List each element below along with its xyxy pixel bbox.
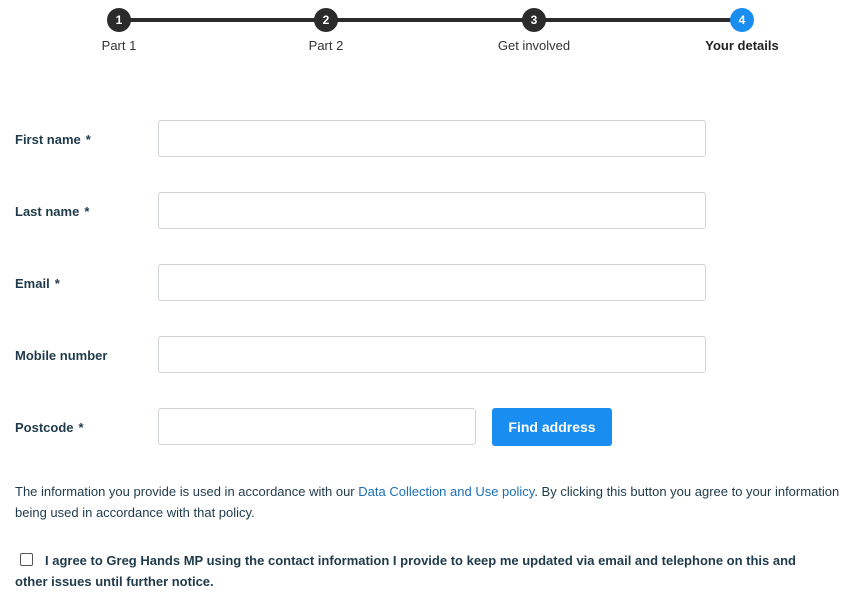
data-policy-link[interactable]: Data Collection and Use policy	[358, 484, 535, 499]
step-3-number: 3	[522, 8, 546, 32]
email-label	[15, 276, 60, 291]
required-mark: *	[84, 204, 90, 219]
last-name-label	[15, 204, 89, 219]
email-row	[0, 264, 852, 304]
first-name-label-text: First name	[15, 132, 81, 147]
required-mark: *	[85, 132, 91, 147]
policy-text-after: . By clicking this button you agree to your information being used in accordance with that policy.	[15, 484, 840, 520]
policy-notice	[15, 481, 845, 523]
step-part-1	[49, 8, 189, 53]
postcode-input[interactable]	[158, 408, 476, 445]
last-name-row	[0, 192, 852, 232]
stepper-track	[119, 18, 742, 22]
consent-checkbox[interactable]	[20, 553, 33, 566]
step-2-label: Part 2	[308, 38, 344, 53]
step-4-label: Your details	[705, 38, 779, 53]
progress-stepper	[0, 0, 852, 70]
mobile-label-text: Mobile number	[15, 348, 108, 363]
first-name-input[interactable]	[158, 120, 706, 157]
policy-text-before: The information you provide is used in accordance with our	[15, 484, 359, 499]
consent-row	[15, 550, 830, 592]
last-name-input[interactable]	[158, 192, 706, 229]
mobile-row	[0, 336, 852, 376]
step-your-details	[672, 8, 812, 53]
postcode-label	[15, 420, 84, 435]
step-3-label: Get involved	[497, 38, 571, 53]
required-mark: *	[54, 276, 60, 291]
step-2-number: 2	[314, 8, 338, 32]
email-label-text: Email	[15, 276, 50, 291]
find-address-button[interactable]: Find address	[492, 408, 612, 446]
required-mark: *	[78, 420, 84, 435]
postcode-row	[0, 408, 852, 448]
postcode-label-text: Postcode	[15, 420, 74, 435]
last-name-label-text: Last name	[15, 204, 80, 219]
step-part-2	[256, 8, 396, 53]
first-name-label	[15, 132, 91, 147]
step-1-label: Part 1	[101, 38, 137, 53]
consent-label: I agree to Greg Hands MP using the contact information I provide to keep me updated via email and telephone on this and other issues until further notice.	[15, 553, 796, 589]
mobile-input[interactable]	[158, 336, 706, 373]
mobile-label	[15, 348, 107, 363]
step-4-number: 4	[730, 8, 754, 32]
first-name-row	[0, 120, 852, 160]
step-get-involved	[464, 8, 604, 53]
email-input[interactable]	[158, 264, 706, 301]
step-1-number: 1	[107, 8, 131, 32]
